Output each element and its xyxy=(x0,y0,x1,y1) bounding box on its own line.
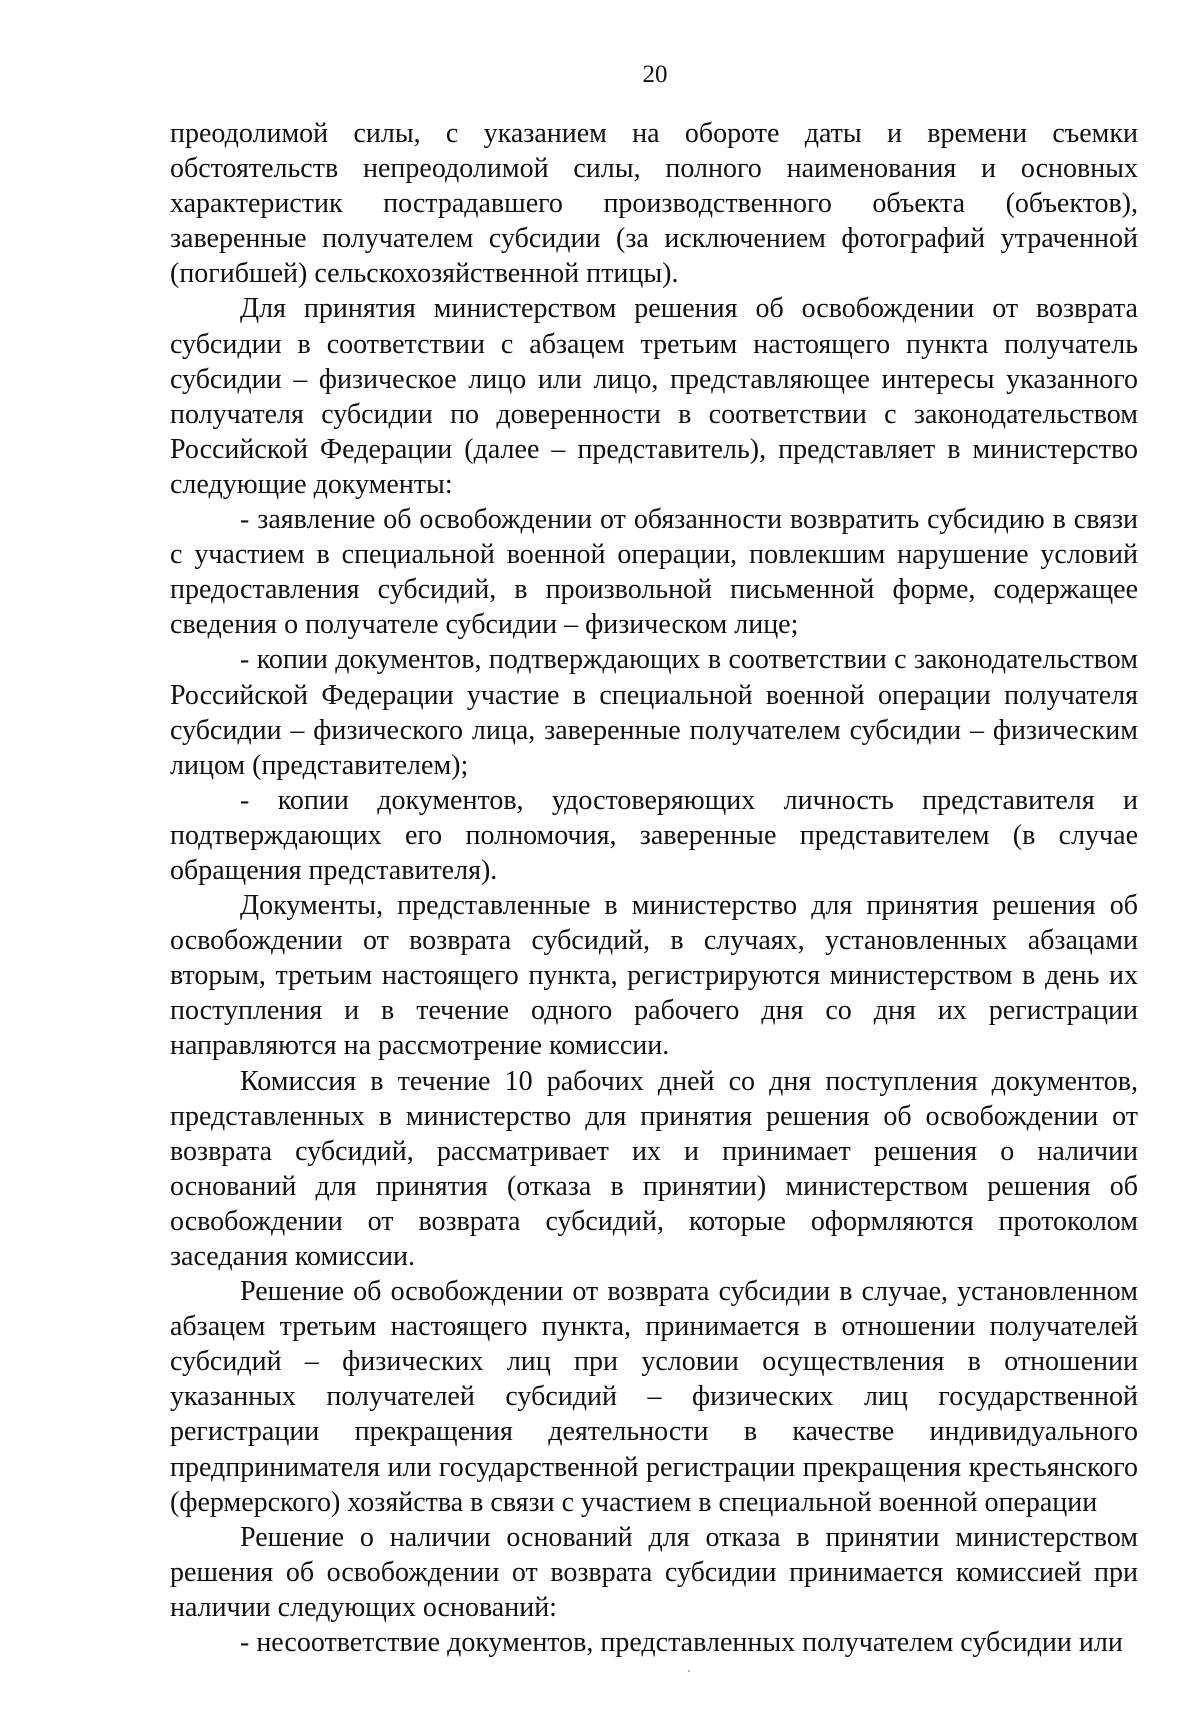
paragraph-document-registration: Документы, представленные в министерство для принятия решения об освобождении от возврата субсидий, в случаях, установленных абзацами вторым, третьим настоящего пункта, регистрируются министерством в день их поступления и в течение одного рабочего дня со дня их регистрации направляются на рассмотрение комиссии. xyxy=(170,890,1138,1062)
list-item-application: - заявление об освобождении от обязанности возвратить субсидию в связи с участием в специальной военной операции, повлекшим нарушение условий предоставления субсидий, в произвольной письменной форме, содержащее сведения о получателе субсидии – физическом лице; xyxy=(170,504,1138,641)
paragraph-commission-review: Комиссия в течение 10 рабочих дней со дня поступления документов, представленных в министерство для принятия решения об освобождении от возврата субсидий, рассматривает их и принимает решения о наличии оснований для принятия (отказа в принятии) министерством решения об освобождении от возврата субсидий, которые оформляются протоколом заседания комиссии. xyxy=(170,1065,1138,1272)
document-body xyxy=(170,116,1138,1660)
paragraph-photo-continuation: преодолимой силы, с указанием на обороте даты и времени съемки обстоятельств непреодолимой силы, полного наименования и основных характеристик пострадавшего производственного объекта (объектов), заверенные получателем субсидии (за исключением фотографий утраченной (погибшей) сельскохозяйственной птицы). xyxy=(170,118,1138,290)
paragraph-refusal-grounds-intro: Решение о наличии оснований для отказа в принятии министерством решения об освобождении от возврата субсидии принимается комиссией при наличии следующих оснований: xyxy=(170,1521,1138,1623)
page-number: 20 xyxy=(642,61,668,88)
list-item-document-mismatch: - несоответствие документов, представленных получателем субсидии или xyxy=(240,1627,1123,1659)
paragraph-svo-documents-intro: Для принятия министерством решения об освобождении от возврата субсидии в соответствии с абзацем третьим настоящего пункта получатель субсидии – физическое лицо или лицо, представляющее интересы указанного получателя субсидии по доверенности в соответствии с законодательством Российской Федерации (далее – представитель), представляет в министерство следующие документы: xyxy=(170,293,1138,500)
scan-speck xyxy=(688,1670,690,1672)
list-item-svo-participation-copies: - копии документов, подтверждающих в соответствии с законодательством Российской Федерации участие в специальной военной операции получателя субсидии – физического лица, заверенные получателем субсидии – физическим лицом (представителем); xyxy=(170,644,1138,781)
paragraph-release-conditions: Решение об освобождении от возврата субсидии в случае, установленном абзацем третьим настоящего пункта, принимается в отношении получателей субсидий – физических лиц при условии осуществления в отношении указанных получателей субсидий – физических лиц государственной регистрации прекращения деятельности в качестве индивидуального предпринимателя или государственной регистрации прекращения крестьянского (фермерского) хозяйства в связи с участием в специальной военной операции xyxy=(170,1276,1138,1518)
list-item-representative-id-copies: - копии документов, удостоверяющих личность представителя и подтверждающих его полномочия, заверенные представителем (в случае обращения представителя). xyxy=(170,784,1138,886)
